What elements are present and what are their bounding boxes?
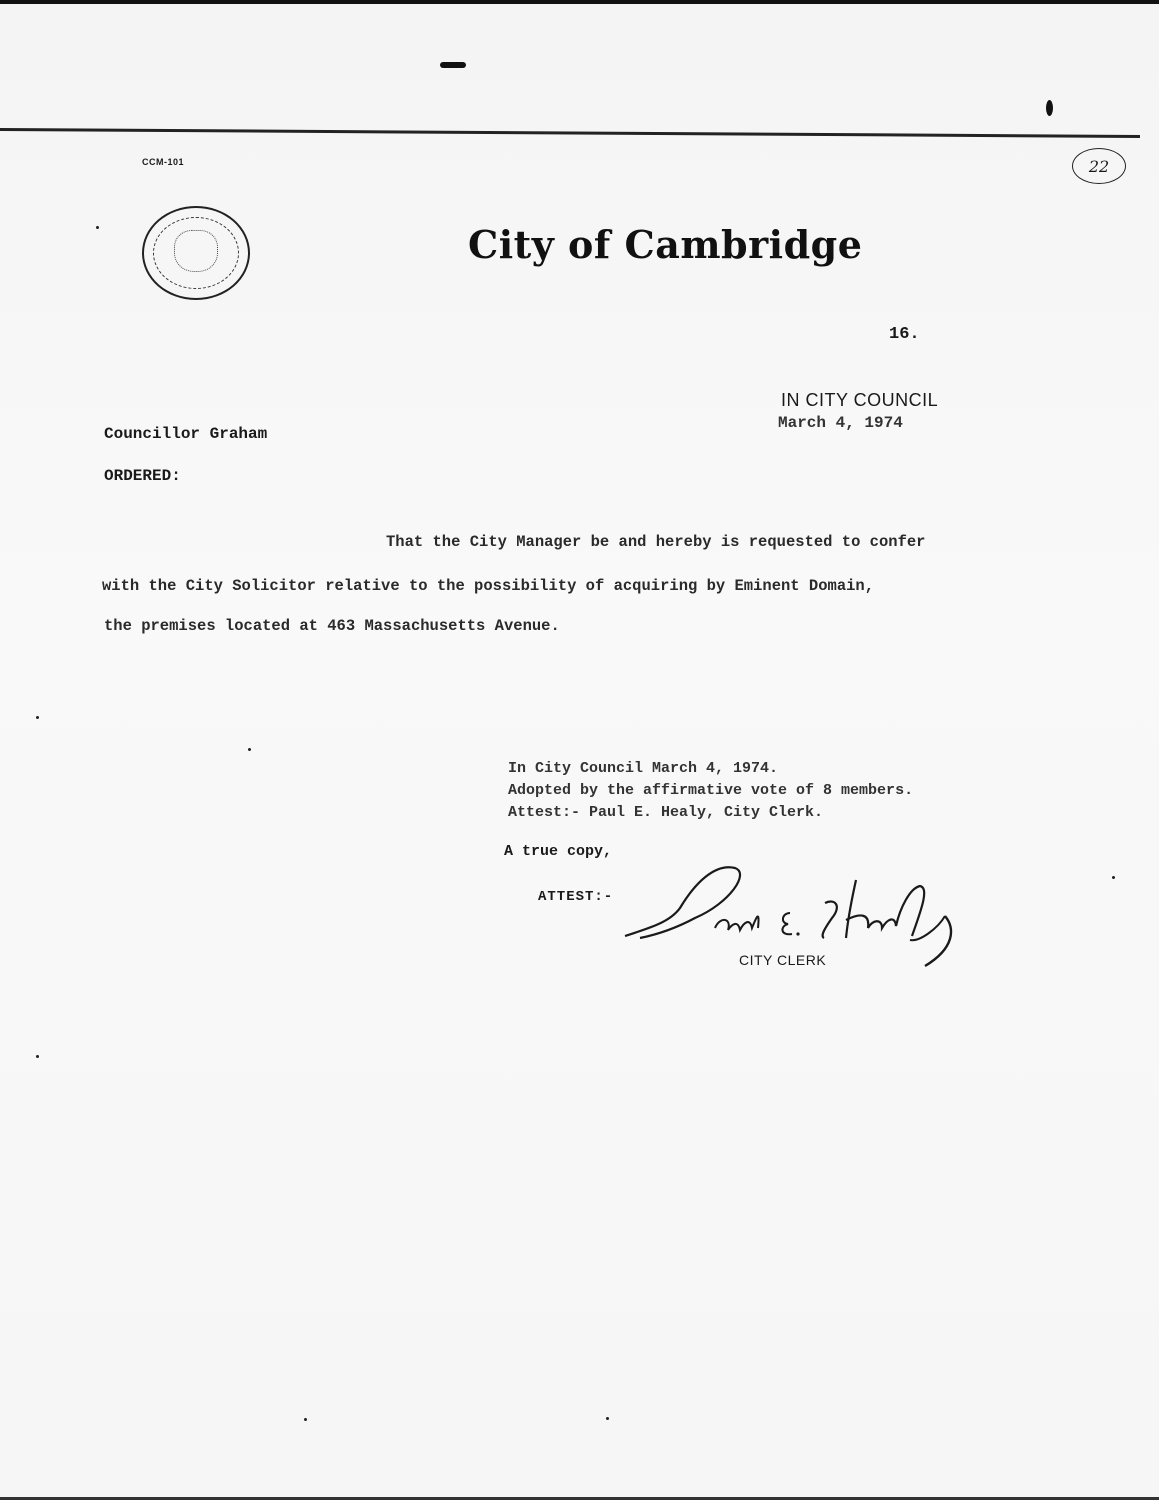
scan-speck	[36, 1055, 39, 1058]
page-annotation: 22	[1072, 148, 1126, 184]
council-heading: IN CITY COUNCIL	[781, 390, 939, 410]
adoption-line: In City Council March 4, 1974.	[508, 760, 779, 777]
item-number: 16.	[889, 325, 920, 344]
scan-speck	[606, 1417, 609, 1420]
header-rule	[0, 128, 1140, 138]
order-text-line: the premises located at 463 Massachusetts Avenue.	[104, 617, 560, 635]
adoption-line: Attest:- Paul E. Healy, City Clerk.	[508, 804, 824, 821]
form-code: CCM-101	[142, 157, 185, 167]
ordered-label: ORDERED:	[104, 467, 181, 485]
true-copy-label: A true copy,	[504, 843, 613, 860]
scan-mark	[440, 62, 466, 68]
scan-speck	[1112, 876, 1115, 879]
council-date: March 4, 1974	[778, 414, 903, 432]
order-text-line: That the City Manager be and hereby is requested to confer	[386, 533, 926, 551]
sponsor: Councillor Graham	[104, 425, 268, 443]
letterhead-title: City of Cambridge	[468, 222, 863, 267]
attest-label: ATTEST:-	[538, 889, 614, 905]
ink-blot	[1046, 100, 1053, 116]
city-seal-icon	[142, 206, 250, 300]
scan-speck	[96, 226, 99, 229]
adoption-line: Adopted by the affirmative vote of 8 members.	[508, 782, 914, 799]
scan-speck	[304, 1418, 307, 1421]
scan-top-edge	[0, 0, 1159, 4]
adoption-record	[508, 758, 913, 824]
scan-speck	[36, 716, 39, 719]
order-text-line: with the City Solicitor relative to the possibility of acquiring by Eminent Domain,	[102, 577, 875, 595]
clerk-title: CITY CLERK	[739, 952, 827, 968]
scan-speck	[248, 748, 251, 751]
